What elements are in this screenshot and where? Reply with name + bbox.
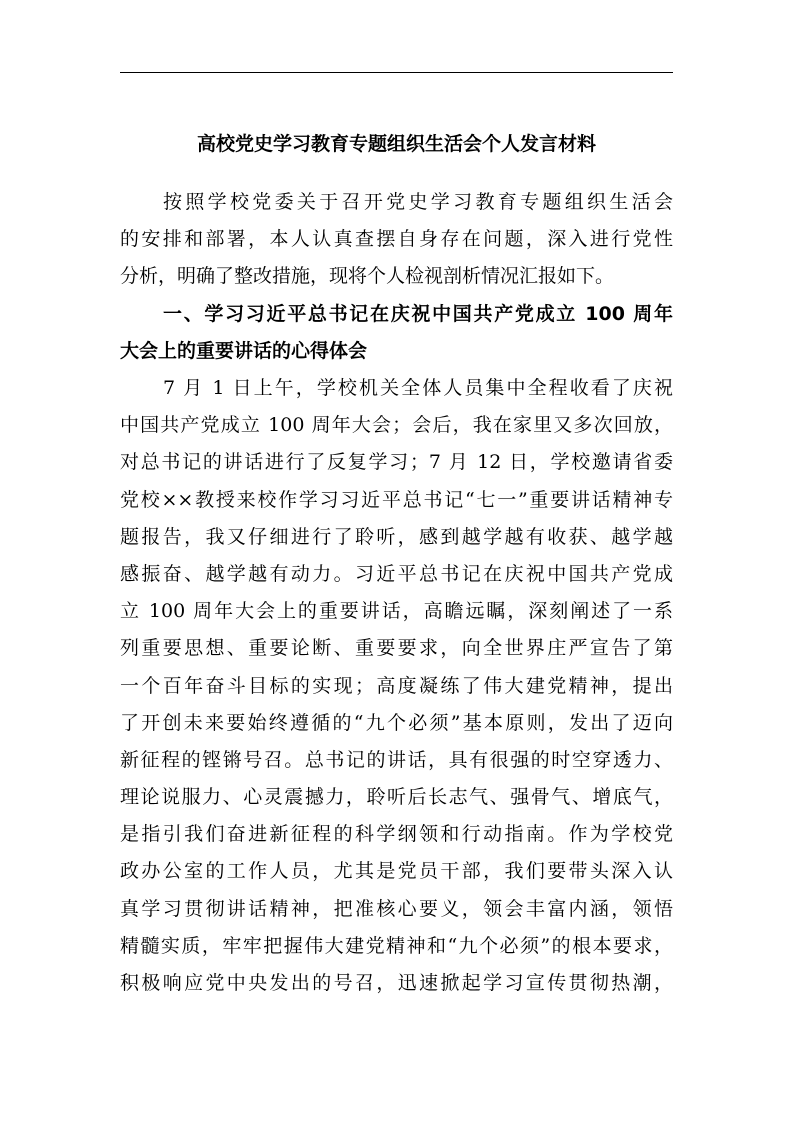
- body-line: 积极响应党中央发出的号召，迅速掀起学习宣传贯彻热潮，: [120, 972, 673, 994]
- body-line: 是指引我们奋进新征程的科学纲领和行动指南。作为学校党: [120, 823, 673, 846]
- body-line: 新征程的铿锵号召。总书记的讲话，具有很强的时空穿透力、: [120, 748, 673, 771]
- body-line: 政办公室的工作人员，尤其是党员干部，我们要带头深入认: [120, 860, 673, 883]
- body-line: 列重要思想、重要论断、重要要求，向全世界庄严宣告了第: [120, 637, 673, 660]
- body-line: 党校××教授来校作学习习近平总书记“七一”重要讲话精神专: [120, 488, 673, 511]
- body-paragraph: [120, 370, 673, 1002]
- body-line: 题报告，我又仔细进行了聆听，感到越学越有收获、越学越: [120, 525, 673, 548]
- body-line: 精髓实质，牢牢把握伟大建党精神和“九个必须”的根本要求，: [120, 934, 673, 957]
- body-line: 中国共产党成立 100 周年大会；会后，我在家里又多次回放，: [120, 414, 673, 437]
- section-heading-line: 大会上的重要讲话的心得体会: [120, 340, 368, 363]
- body-line: 真学习贯彻讲话精神，把准核心要义，领会丰富内涵，领悟: [120, 897, 673, 920]
- body-line: 理论说服力、心灵震撼力，聆听后长志气、强骨气、增底气，: [120, 786, 673, 809]
- section-heading-line: 一、学习习近平总书记在庆祝中国共产党成立 100 周年: [163, 303, 673, 325]
- intro-line: 的安排和部署，本人认真查摆自身存在问题，深入进行党性: [120, 228, 673, 251]
- body-line: 立 100 周年大会上的重要讲话，高瞻远瞩，深刻阐述了一系: [120, 600, 673, 623]
- body-line: 一个百年奋斗目标的实现；高度凝练了伟大建党精神，提出: [120, 674, 673, 697]
- document-title: 高校党史学习教育专题组织生活会个人发言材料: [196, 133, 596, 155]
- intro-paragraph: [120, 184, 673, 296]
- body-line: 对总书记的讲话进行了反复学习；7 月 12 日，学校邀请省委: [120, 451, 673, 474]
- body-line: 感振奋、越学越有动力。习近平总书记在庆祝中国共产党成: [120, 562, 673, 585]
- body-line: 7 月 1 日上午，学校机关全体人员集中全程收看了庆祝: [163, 377, 673, 399]
- body-line: 了开创未来要始终遵循的“九个必须”基本原则，发出了迈向: [120, 711, 673, 734]
- intro-line: 按照学校党委关于召开党史学习教育专题组织生活会: [163, 191, 673, 213]
- header-rule: [120, 72, 673, 73]
- section-heading: [120, 296, 673, 370]
- intro-line: 分析，明确了整改措施，现将个人检视剖析情况汇报如下。: [120, 265, 615, 288]
